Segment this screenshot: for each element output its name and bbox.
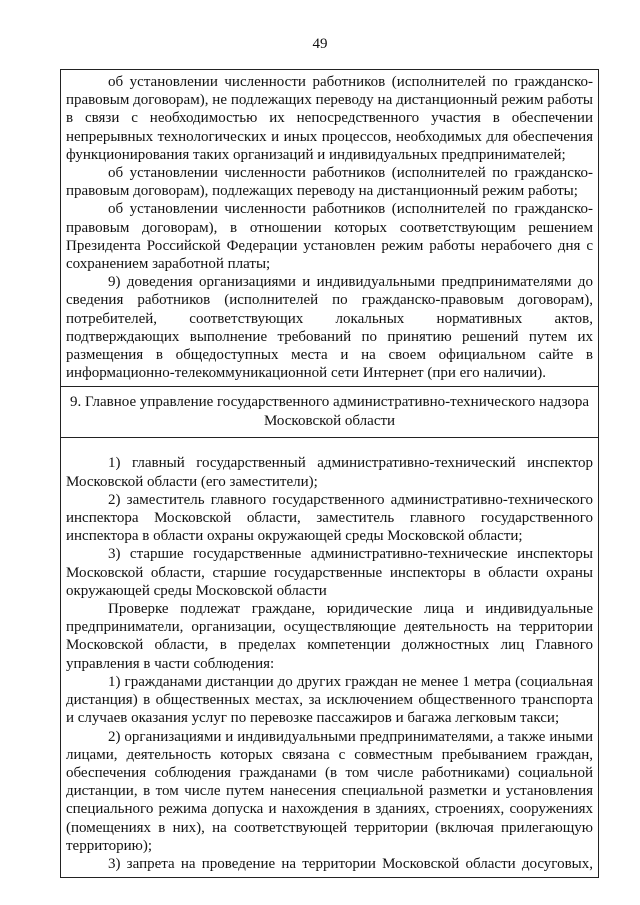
paragraph: Проверке подлежат граждане, юридические лица и индивидуальные предприниматели, организации, осуществляющие деятельность на территории Московской области, в пределах компетенции должностных лиц Главного управления в части соблюдения:	[66, 601, 593, 672]
table-cell-top	[61, 70, 598, 387]
paragraph: 9) доведения организациями и индивидуальными предпринимателями до сведения работников (исполнителей по гражданско-правовым договорам), потребителей, соответствующих локальных нормативных актов, подтверждающих выполнение требований по принятию решений путем их размещения в общедоступных места и на своем официальном сайте в информационно-телекоммуникационной сети Интернет (при его наличии).	[66, 274, 593, 382]
section-header: 9. Главное управление государственного административно-технического надзора Московской области	[61, 387, 598, 438]
page-number: 49	[312, 36, 328, 52]
table-cell-bottom	[61, 438, 598, 877]
paragraph: 3) запрета на проведение на территории Московской области досуговых,	[108, 855, 593, 872]
paragraph: об установлении численности работников (исполнителей по гражданско-правовым договорам), в отношении которых соответствующим решением Президента Российской Федерации установлен режим работы нерабочего дня с сохранением заработной платы;	[66, 201, 593, 273]
paragraph: 3) старшие государственные административно-технические инспекторы Московской области, старшие государственные инспекторы в области охраны окружающей среды Московской области	[66, 546, 593, 599]
paragraph: 1) главный государственный административно-технический инспектор Московской области (его заместители);	[66, 455, 593, 490]
document-table	[60, 69, 599, 878]
paragraph: 2) заместитель главного государственного административно-технического инспектора Московской области, заместитель главного государственного инспектора в области охраны окружающей среды Московской области;	[66, 491, 593, 545]
paragraph: об установлении численности работников (исполнителей по гражданско-правовым договорам), не подлежащих переводу на дистанционный режим работы в связи с необходимостью их непосредственного участия в обеспечении непрерывных технологических и иных процессов, необходимых для обеспечения функционирования таких организаций и индивидуальных предпринимателей;	[66, 74, 593, 163]
paragraph: об установлении численности работников (исполнителей по гражданско-правовым договорам), подлежащих переводу на дистанционный режим работы;	[66, 165, 593, 200]
paragraph: 1) гражданами дистанции до других граждан не менее 1 метра (социальная дистанция) в общественных местах, за исключением общественного транспорта и случаев оказания услуг по перевозке пассажиров и багажа легковым такси;	[66, 673, 593, 727]
paragraph: 2) организациями и индивидуальными предпринимателями, а также иными лицами, деятельность которых связана с совместным пребыванием граждан, обеспечения соблюдения гражданами (в том числе работниками) социальной дистанции, в том числе путем нанесения специальной разметки и установления специального режима допуска и нахождения в зданиях, строениях, сооружениях (помещениях в них), на соответствующей территории (включая прилегающую территорию);	[66, 728, 593, 854]
